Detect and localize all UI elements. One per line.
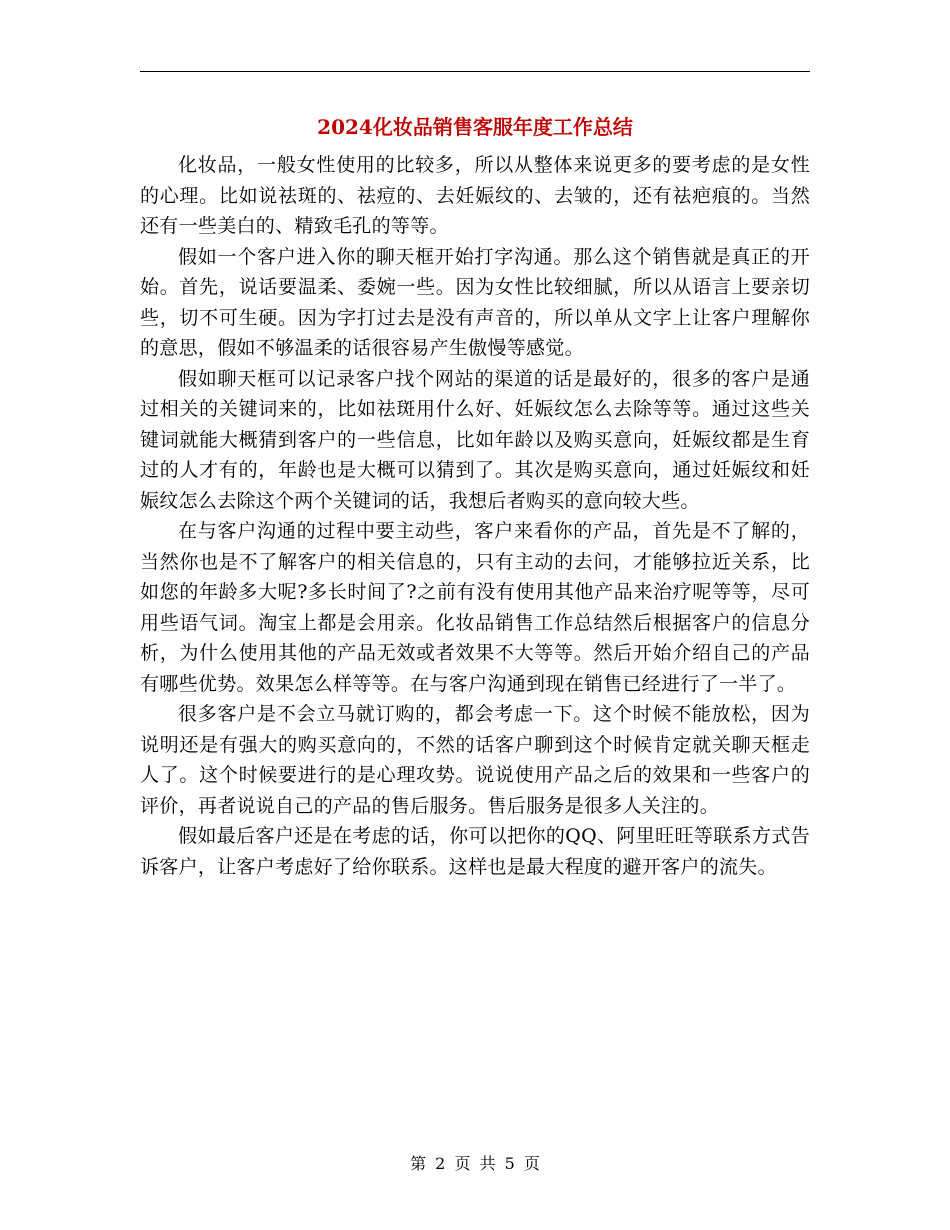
paragraph-2: 假如一个客户进入你的聊天框开始打字沟通。那么这个销售就是真正的开始。首先，说话要温柔、委婉一些。因为女性比较细腻，所以从语言上要亲切些，切不可生硬。因为字打过去是没有声音的，所以单从文字上让客户理解你的意思，假如不够温柔的话很容易产生傲慢等感觉。 [140, 245, 810, 359]
header-rule [140, 71, 810, 72]
paragraph-6: 假如最后客户还是在考虑的话，你可以把你的QQ、阿里旺旺等联系方式告诉客户，让客户考虑好了给你联系。这样也是最大程度的避开客户的流失。 [140, 825, 810, 878]
paragraph-5: 很多客户是不会立马就订购的，都会考虑一下。这个时候不能放松，因为说明还是有强大的购买意向的，不然的话客户聊到这个时候肯定就关聊天框走人了。这个时候要进行的是心理攻势。说说使用产品之后的效果和一些客户的评价，再者说说自己的产品的售后服务。售后服务是很多人关注的。 [140, 703, 810, 817]
document-body [140, 150, 810, 882]
page-number-footer: 第 2 页 共 5 页 [410, 1154, 540, 1173]
document-title: 2024化妆品销售客服年度工作总结 [317, 115, 633, 139]
paragraph-3: 假如聊天框可以记录客户找个网站的渠道的话是最好的，很多的客户是通过相关的关键词来的，比如祛斑用什么好、妊娠纹怎么去除等等。通过这些关键词就能大概猜到客户的一些信息，比如年龄以及购买意向，妊娠纹都是生育过的人才有的，年龄也是大概可以猜到了。其次是购买意向，通过妊娠纹和妊娠纹怎么去除这个两个关键词的话，我想后者购买的意向较大些。 [140, 367, 810, 512]
paragraph-4: 在与客户沟通的过程中要主动些，客户来看你的产品，首先是不了解的，当然你也是不了解客户的相关信息的，只有主动的去问，才能够拉近关系，比如您的年龄多大呢?多长时间了?之前有没有使用其他产品来治疗呢等等，尽可用些语气词。淘宝上都是会用亲。化妆品销售工作总结然后根据客户的信息分析，为什么使用其他的产品无效或者效果不大等等。然后开始介绍自己的产品有哪些优势。效果怎么样等等。在与客户沟通到现在销售已经进行了一半了。 [140, 520, 810, 695]
paragraph-1: 化妆品，一般女性使用的比较多，所以从整体来说更多的要考虑的是女性的心理。比如说祛斑的、祛痘的、去妊娠纹的、去皱的，还有祛疤痕的。当然还有一些美白的、精致毛孔的等等。 [140, 154, 810, 237]
